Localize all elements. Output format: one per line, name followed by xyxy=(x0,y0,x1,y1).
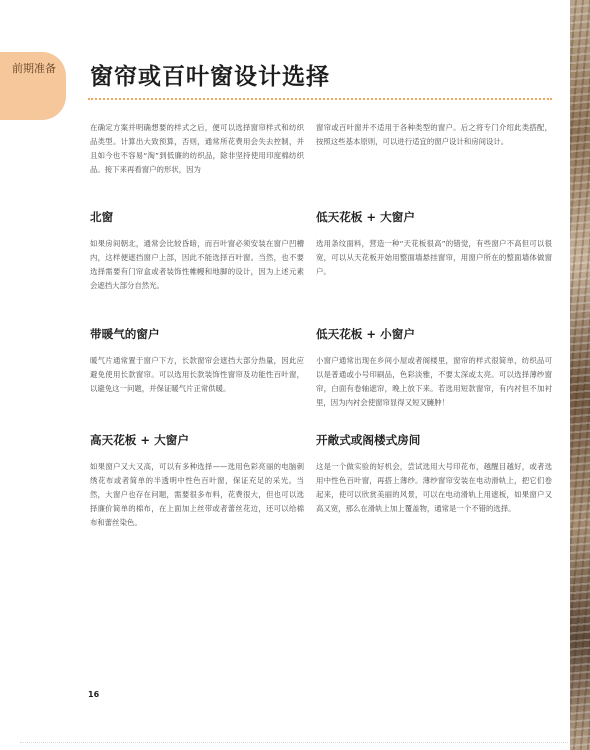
section-body-radiator-window: 暖气片通常置于窗户下方，长款窗帘会遮挡大部分热量，因此应避免使用长款窗帘。可以选用长款装饰性窗帘及功能性百叶窗，以避免这一问题，并保证暖气片正常供暖。 xyxy=(90,356,304,393)
photo-edge-strip xyxy=(570,0,590,750)
section-body-open-loft-room: 这是一个做实验的好机会，尝试选用大号印花布，越醒目越好，或者选用中性色百叶窗，再搭上薄纱。薄纱窗帘安装在电动滑轨上，把它们卷起来，使可以欣赏美丽的风景，可以在电动滑轨上用遮板，如果窗户又高又宽，那么在滑轨上加上覆盖物，通常是一个不错的选择。 xyxy=(316,462,552,513)
section-heading-low-ceiling-large-window: 低天花板 + 大窗户 xyxy=(316,210,415,224)
section-heading-open-loft-room: 开敞式或阁楼式房间 xyxy=(316,433,421,447)
chapter-tab-label: 前期准备 xyxy=(12,62,56,75)
section-body-north-window: 如果房间朝北，通常会比较昏暗，而百叶窗必须安装在窗户凹槽内，这样便遮挡窗户上部，因此不能选择百叶窗。当然，也不要选择需要有门帘盒或者装饰性帷幔和地脚的设计，因为上述元素会遮挡大部分自然光。 xyxy=(90,239,304,290)
section-heading-high-ceiling-large-window: 高天花板 + 大窗户 xyxy=(90,433,189,447)
bottom-dotted-line xyxy=(20,742,568,743)
intro-right-text: 窗帘或百叶窗并不适用于各种类型的窗户。后之将专门介绍此类搭配，按照这些基本原则，可以进行适宜的窗户设计和房间设计。 xyxy=(316,123,552,146)
section-heading-low-ceiling-small-window: 低天花板 + 小窗户 xyxy=(316,327,415,341)
section-body-high-ceiling-large-window: 如果窗户又大又高，可以有多种选择——选用色彩亮丽的电脑刺绣花布或者简单的半透明中性色百叶窗，保证充足的采光。当然，大窗户也存在问题，需要很多布料，花费很大，但也可以选择廉价简单的棉布，在上面加上丝带或者蕾丝花边，还可以给棉布和蕾丝染色。 xyxy=(90,462,304,527)
intro-left-text: 在确定方案并明确想要的样式之后，便可以选择窗帘样式和纺织品类型。计算出大致预算，否则，通常所花费用会失去控制，并且如今也不容易“淘”到低廉的纺织品，除非坚持使用印度棉纺织品。接下来再看窗户的形状，因为 xyxy=(90,123,304,174)
chapter-tab xyxy=(0,52,66,120)
title-divider xyxy=(88,98,552,100)
section-body-low-ceiling-large-window: 选用条纹面料，营造一种“天花板很高”的错觉，有些窗户不高但可以很宽，可以从天花板开始用整面墙悬挂窗帘，用窗户所在的整面墙体做窗户。 xyxy=(316,239,552,276)
section-heading-north-window: 北窗 xyxy=(90,210,114,224)
page-number: 16 xyxy=(88,690,100,699)
section-heading-radiator-window: 带暖气的窗户 xyxy=(90,327,160,341)
page-title: 窗帘或百叶窗设计选择 xyxy=(90,64,330,90)
section-body-low-ceiling-small-window: 小窗户通常出现在乡间小屋或者阁楼里，窗帘的样式很简单，纺织品可以是普通或小号印刷品，色彩淡雅，不要太深或太亮。可以选择薄纱窗帘，白面有卷轴遮帘，晚上放下来。若选用短款窗帘，有内衬但不加衬里，因为内衬会使窗帘显得又短又臃肿！ xyxy=(316,356,552,407)
